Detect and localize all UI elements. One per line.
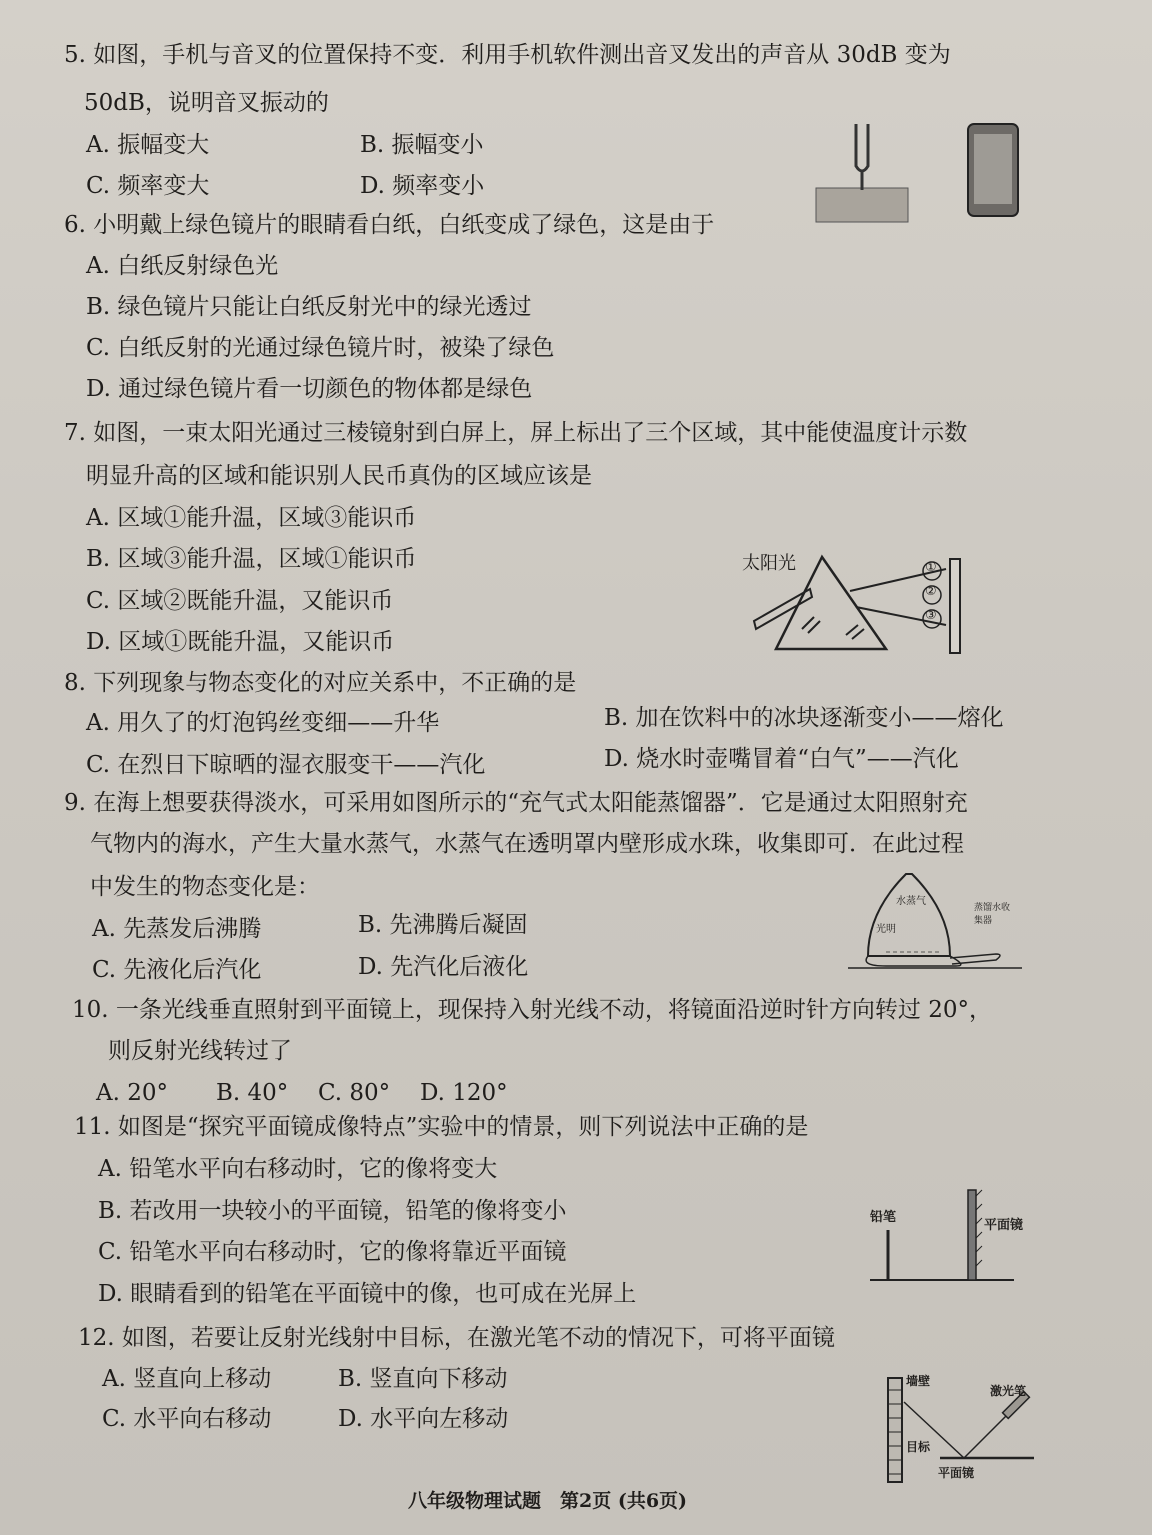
q5-option-d[interactable]: D. 频率变小 <box>360 173 485 199</box>
q7-line-2: 明显升高的区域和能识别人民币真伪的区域应该是 <box>86 463 592 489</box>
q8-option-b[interactable]: B. 加在饮料中的冰块逐渐变小——熔化 <box>604 705 1004 731</box>
q7-line-1: 7. 如图，一束太阳光通过三棱镜射到白屏上，屏上标出了三个区域，其中能使温度计示数 <box>64 420 968 446</box>
vapor-label: 水蒸气 <box>896 896 926 907</box>
q8-option-a[interactable]: A. 用久了的灯泡钨丝变细——升华 <box>86 710 440 736</box>
q9-line-1: 9. 在海上想要获得淡水，可采用如图所示的“充气式太阳能蒸馏器”．它是通过太阳照射充 <box>64 790 968 816</box>
q5-line-2: 50dB，说明音叉振动的 <box>84 90 329 116</box>
q7-option-b[interactable]: B. 区域③能升温，区域①能识币 <box>86 546 417 572</box>
q10-option-b[interactable]: B. 40° <box>216 1080 289 1106</box>
sunlight-label: 太阳光 <box>742 553 796 574</box>
q12-option-d[interactable]: D. 水平向左移动 <box>338 1406 509 1432</box>
q6-option-c[interactable]: C. 白纸反射的光通过绿色镜片时，被染了绿色 <box>86 335 555 361</box>
target-label: 目标 <box>906 1440 931 1454</box>
mirror-label-q12: 平面镜 <box>938 1466 975 1480</box>
q8-line-1: 8. 下列现象与物态变化的对应关系中，不正确的是 <box>64 670 577 696</box>
q7-option-a[interactable]: A. 区域①能升温，区域③能识币 <box>86 505 417 531</box>
q9-line-3: 中发生的物态变化是： <box>90 874 320 900</box>
q9-line-2: 气物内的海水，产生大量水蒸气，水蒸气在透明罩内壁形成水珠，收集即可．在此过程 <box>90 831 964 857</box>
q11-option-d[interactable]: D. 眼睛看到的铅笔在平面镜中的像，也可成在光屏上 <box>98 1281 637 1307</box>
tuning-fork-phone-figure <box>812 118 1032 228</box>
q7-option-c[interactable]: C. 区域②既能升温，又能识币 <box>86 588 394 614</box>
q10-line-1: 10. 一条光线垂直照射到平面镜上，现保持入射光线不动，将镜面沿逆时针方向转过 20°， <box>72 997 992 1023</box>
q10-option-c[interactable]: C. 80° <box>318 1080 391 1106</box>
q11-option-b[interactable]: B. 若改用一块较小的平面镜，铅笔的像将变小 <box>98 1198 567 1224</box>
pencil-label: 铅笔 <box>870 1210 897 1225</box>
plane-mirror-pencil-figure <box>864 1186 1044 1286</box>
q6-line-1: 6. 小明戴上绿色镜片的眼睛看白纸，白纸变成了绿色，这是由于 <box>64 212 715 238</box>
region-3-label: ③ <box>925 608 937 623</box>
prism-figure <box>740 545 970 660</box>
collector-label: 蒸馏水收集器 <box>974 903 1011 926</box>
q8-option-d[interactable]: D. 烧水时壶嘴冒着“白气”——汽化 <box>604 746 959 772</box>
q5-line-1: 5. 如图，手机与音叉的位置保持不变．利用手机软件测出音叉发出的声音从 30dB 变为 <box>64 42 951 68</box>
laser-label: 激光笔 <box>990 1384 1027 1398</box>
q6-option-d[interactable]: D. 通过绿色镜片看一切颜色的物体都是绿色 <box>86 376 533 402</box>
q9-option-a[interactable]: A. 先蒸发后沸腾 <box>92 916 262 942</box>
q10-option-d[interactable]: D. 120° <box>420 1080 508 1106</box>
q11-option-c[interactable]: C. 铅笔水平向右移动时，它的像将靠近平面镜 <box>98 1239 567 1265</box>
q9-option-b[interactable]: B. 先沸腾后凝固 <box>358 912 528 938</box>
q10-line-2: 则反射光线转过了 <box>108 1038 292 1064</box>
q12-option-c[interactable]: C. 水平向右移动 <box>102 1406 272 1432</box>
q5-option-a[interactable]: A. 振幅变大 <box>86 132 210 158</box>
q6-option-a[interactable]: A. 白纸反射绿色光 <box>86 253 279 279</box>
q12-line-1: 12. 如图，若要让反射光线射中目标，在激光笔不动的情况下，可将平面镜 <box>78 1325 835 1351</box>
q5-option-b[interactable]: B. 振幅变小 <box>360 132 484 158</box>
mirror-label: 平面镜 <box>984 1218 1024 1233</box>
q12-option-a[interactable]: A. 竖直向上移动 <box>102 1366 272 1392</box>
cover-label: 光明 <box>876 924 896 935</box>
region-2-label: ② <box>925 584 937 599</box>
page-footer: 八年级物理试题 第2页 (共6页) <box>408 1490 688 1512</box>
q9-option-c[interactable]: C. 先液化后汽化 <box>92 957 262 983</box>
q11-line-1: 11. 如图是“探究平面镜成像特点”实验中的情景，则下列说法中正确的是 <box>74 1114 809 1140</box>
wall-label: 墙壁 <box>906 1374 931 1388</box>
q11-option-a[interactable]: A. 铅笔水平向右移动时，它的像将变大 <box>98 1156 498 1182</box>
solar-still-figure <box>846 868 1026 973</box>
q8-option-c[interactable]: C. 在烈日下晾晒的湿衣服变干——汽化 <box>86 752 486 778</box>
q6-option-b[interactable]: B. 绿色镜片只能让白纸反射光中的绿光透过 <box>86 294 532 320</box>
q5-option-c[interactable]: C. 频率变大 <box>86 173 210 199</box>
q7-option-d[interactable]: D. 区域①既能升温，又能识币 <box>86 629 395 655</box>
region-1-label: ① <box>925 560 937 575</box>
laser-mirror-figure <box>880 1372 1060 1487</box>
q9-option-d[interactable]: D. 先汽化后液化 <box>358 954 529 980</box>
q12-option-b[interactable]: B. 竖直向下移动 <box>338 1366 508 1392</box>
q10-option-a[interactable]: A. 20° <box>96 1080 168 1106</box>
